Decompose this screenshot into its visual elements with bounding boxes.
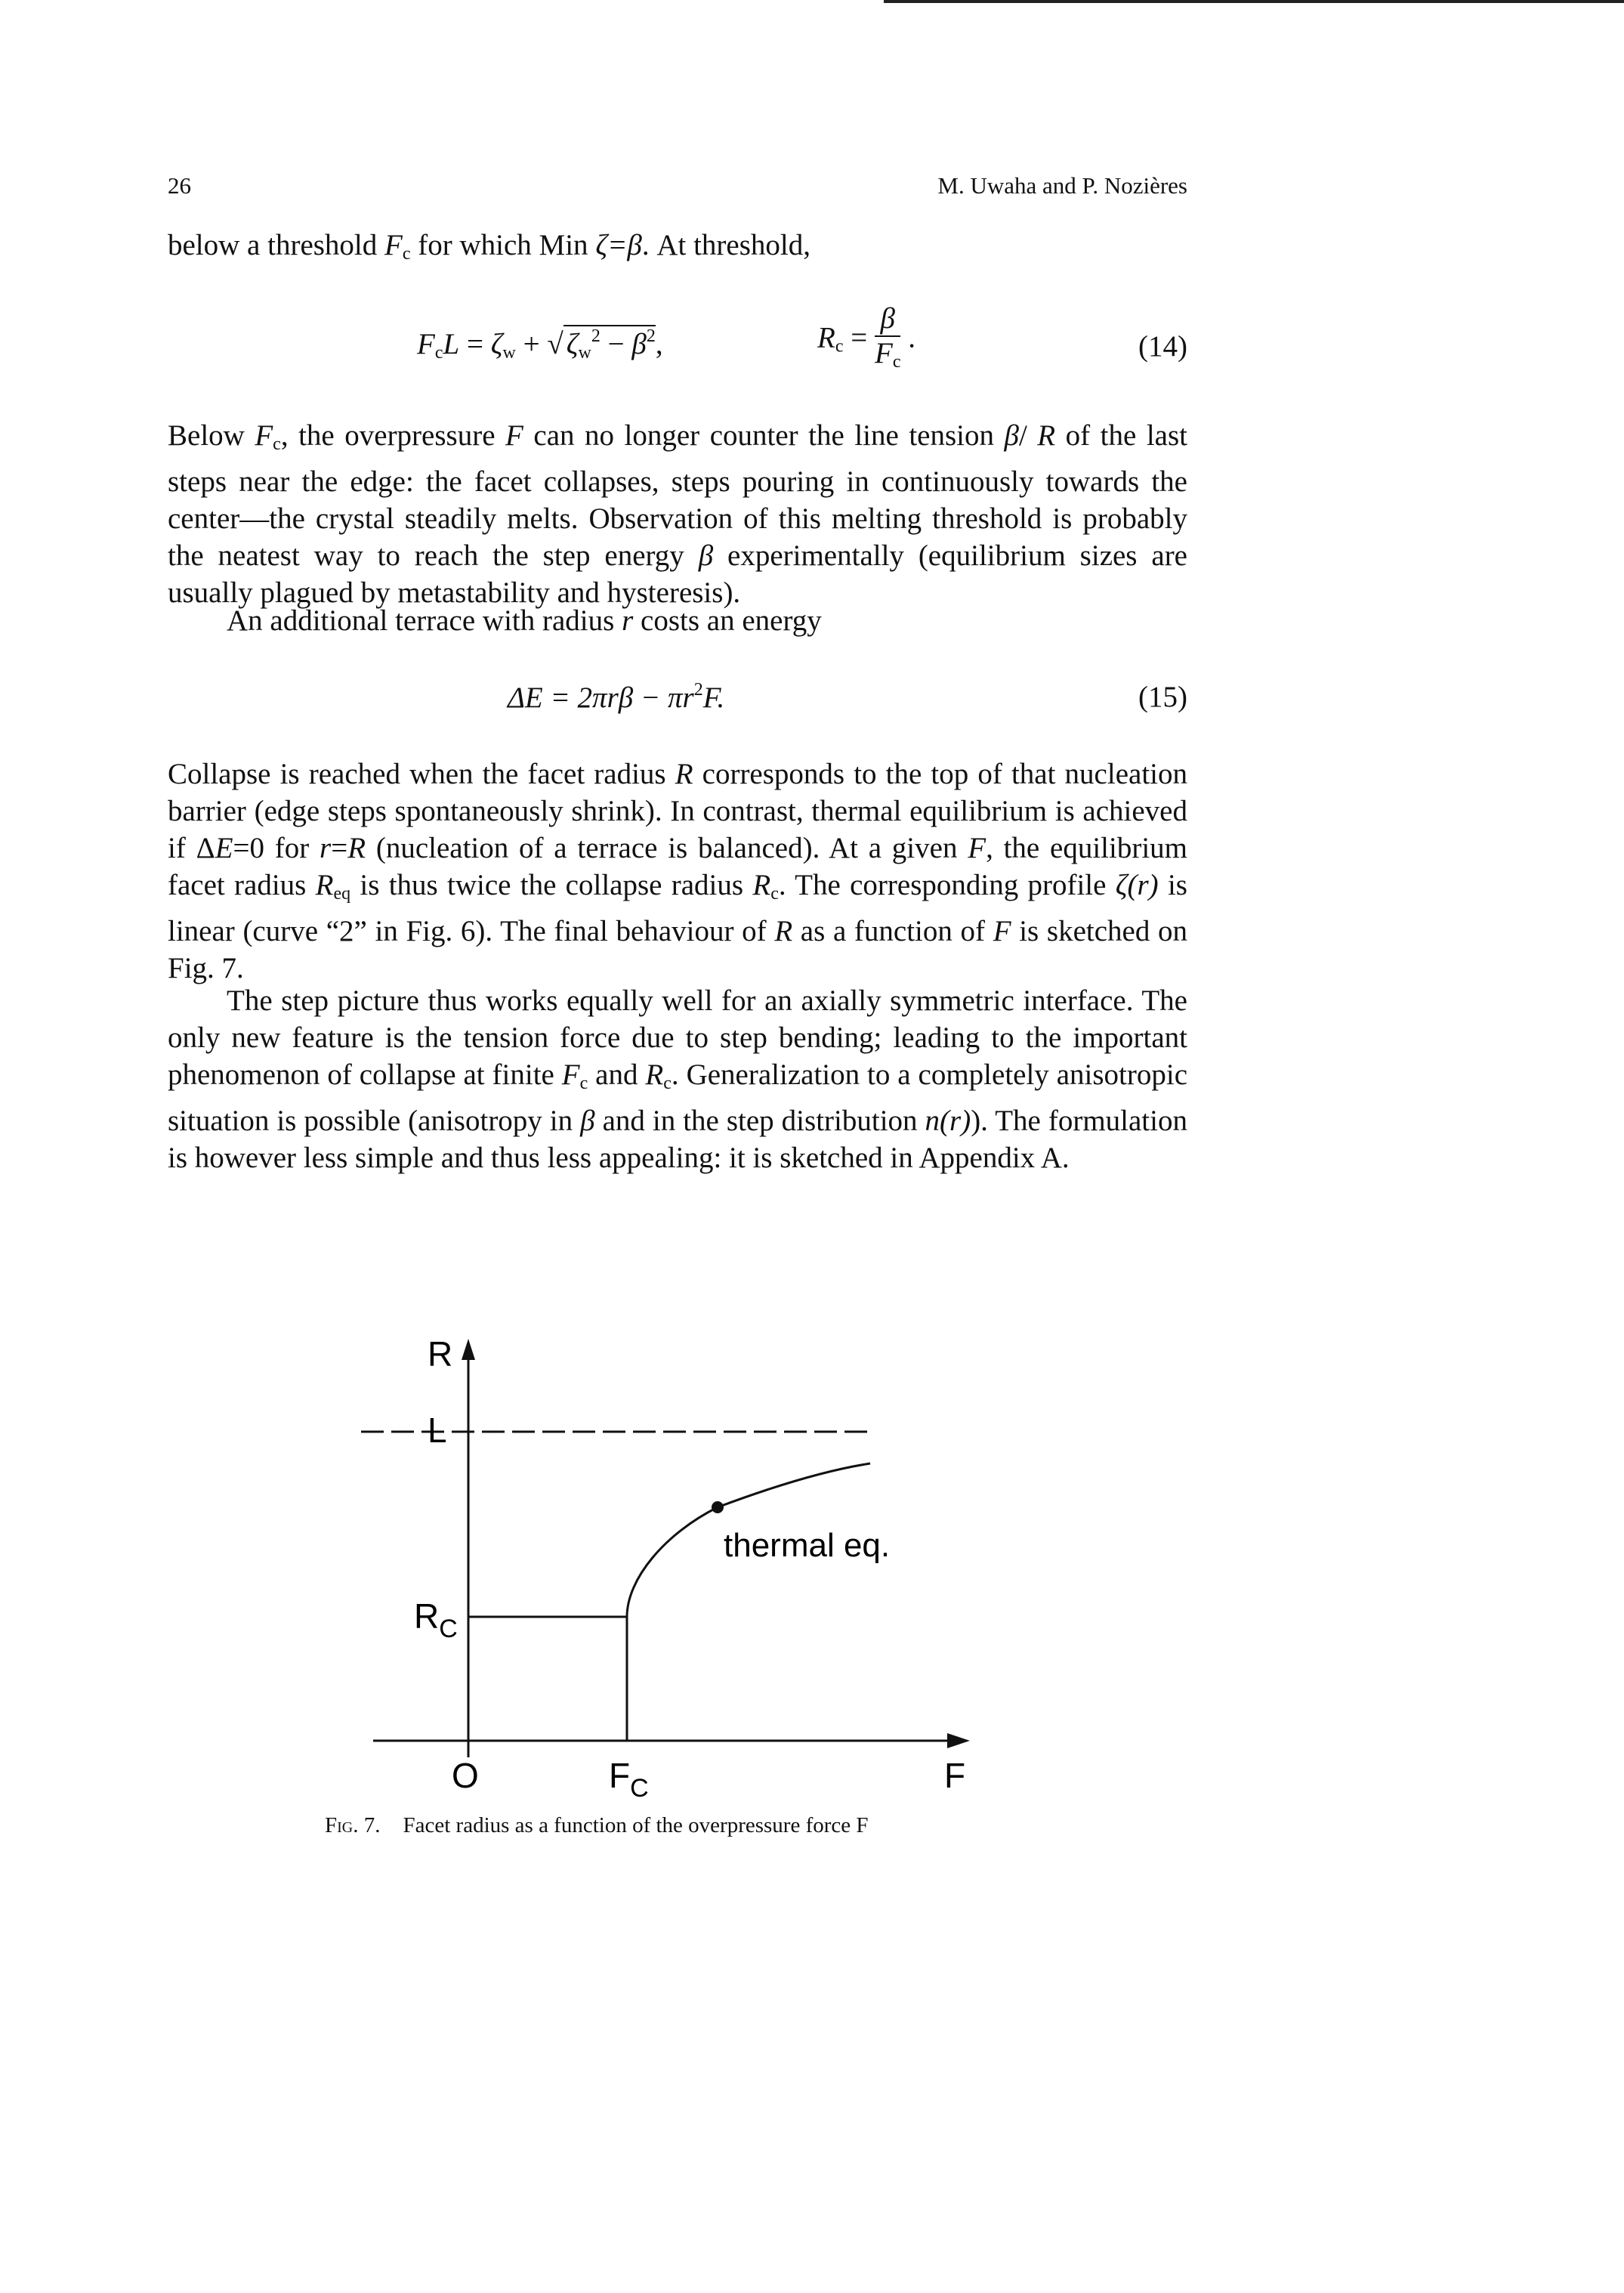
running-head-authors: M. Uwaha and P. Nozières — [937, 172, 1187, 199]
var: β — [880, 302, 895, 335]
var: R — [645, 1058, 664, 1091]
sqrt-sign: √ — [547, 328, 563, 360]
var: ζ=β — [595, 229, 642, 261]
sup: 2 — [646, 326, 656, 346]
var: r — [622, 604, 634, 637]
sup: 2 — [591, 326, 601, 346]
text: corresponds to the top of that nucleation barrier (edge steps spontaneously shrink). In contrast, thermal equilibrium is achieved if Δ — [168, 758, 1187, 864]
equation-number: (15) — [1138, 681, 1187, 713]
var: ΔE — [508, 681, 543, 714]
var: F — [505, 419, 523, 452]
text: of the last steps near the edge: the facet collapses, steps pouring in continuously towards the center—the crystal steadily melts. Observation of this melting threshold is probably the neatest way to reach the step energy — [168, 419, 1187, 572]
caption-label: Fig. 7. — [325, 1813, 381, 1837]
text: . The corresponding profile — [778, 869, 1116, 901]
x-axis-arrowhead — [947, 1733, 970, 1748]
origin-label: O — [452, 1756, 479, 1795]
var: R — [347, 832, 366, 864]
var: r — [320, 832, 332, 864]
sub: c — [770, 884, 779, 904]
var: ζ(r) — [1115, 869, 1159, 901]
thermal-eq-label: thermal eq. — [724, 1527, 891, 1564]
text: experimentally (equilibrium sizes are usually plagued by metastability and hysteresis). — [168, 539, 1187, 609]
x-axis-label: F — [944, 1756, 966, 1795]
label-main: R — [414, 1596, 440, 1636]
var: n(r) — [925, 1105, 971, 1137]
sub: c — [892, 352, 901, 372]
label-sub: C — [630, 1774, 649, 1803]
sub: c — [835, 336, 844, 357]
text: is thus twice the collapse radius — [350, 869, 753, 901]
var: F — [384, 229, 403, 261]
sub: c — [273, 434, 281, 454]
text: costs an energy — [633, 604, 822, 637]
sub: c — [402, 244, 411, 264]
sub: c — [663, 1074, 672, 1093]
y-axis-label: R — [428, 1334, 453, 1374]
sub: c — [434, 343, 443, 363]
var: E — [215, 832, 233, 864]
var: F — [255, 419, 273, 452]
label-main: F — [609, 1756, 631, 1795]
var: L — [443, 328, 460, 360]
curve-point — [712, 1501, 724, 1513]
Fc-tick-label — [609, 1756, 649, 1803]
var: R — [315, 869, 334, 901]
label-sub: C — [439, 1615, 458, 1643]
var: F — [968, 832, 986, 864]
text: (nucleation of a terrace is balanced). At a given — [366, 832, 968, 864]
var: F — [874, 337, 893, 369]
text: is linear (curve “2” in Fig. 6). The final behaviour of — [168, 869, 1187, 947]
text: and in the step distribution — [594, 1105, 925, 1137]
Rc-label — [414, 1596, 458, 1643]
var: β — [580, 1105, 595, 1137]
text: The step picture thus works equally well for an axially symmetric interface. The only new feature is the tension force due to step bending; leading to the important phenomenon of collapse at finite — [168, 984, 1187, 1091]
text: . Generalization to a completely anisotropic situation is possible (anisotropy in — [168, 1058, 1188, 1137]
text: can no longer counter the line tension — [523, 419, 1005, 452]
op: + — [515, 328, 548, 360]
text: and — [588, 1058, 646, 1091]
var: R — [675, 758, 693, 790]
sub: c — [579, 1074, 588, 1093]
text: =0 for — [233, 832, 320, 864]
page-number: 26 — [168, 172, 191, 199]
text: as a function of — [792, 915, 993, 947]
op: = — [459, 328, 491, 360]
text: , the equilibrium facet radius — [168, 832, 1187, 901]
var: = 2πrβ − πr — [542, 681, 694, 714]
var: R — [774, 915, 793, 947]
var: β — [1004, 419, 1019, 452]
text: for which Min — [410, 229, 596, 261]
text: = — [331, 832, 348, 864]
op: − — [600, 328, 632, 360]
text: below a threshold — [168, 229, 385, 261]
L-label: L — [428, 1411, 447, 1450]
var: F. — [702, 681, 725, 714]
text: , the overpressure — [280, 419, 506, 452]
y-axis-arrowhead — [462, 1339, 475, 1360]
op: . — [900, 321, 915, 354]
var: R — [752, 869, 771, 901]
text: ). The formulation is however less simple and thus less appealing: it is sketched in Appendix A. — [168, 1105, 1187, 1174]
caption-text: Facet radius as a function of the overpressure force F — [403, 1813, 869, 1837]
text: Below — [168, 419, 255, 452]
text: An additional terrace with radius — [227, 604, 622, 637]
sub: w — [502, 343, 516, 363]
figure-caption — [325, 1813, 1156, 1838]
var: ζ — [490, 328, 503, 360]
op: = — [843, 321, 875, 354]
text: . At threshold, — [641, 229, 810, 261]
var: F — [993, 915, 1011, 947]
var: β — [631, 328, 647, 360]
sub: eq — [333, 884, 351, 904]
sub: w — [578, 343, 591, 363]
var: F — [417, 328, 435, 360]
var: β — [698, 539, 714, 572]
var: R — [1037, 419, 1056, 452]
var: F — [561, 1058, 580, 1091]
op: , — [655, 328, 663, 360]
text: Collapse is reached when the facet radius — [168, 758, 675, 790]
text: is sketched on Fig. 7. — [168, 915, 1187, 984]
var: ζ — [566, 328, 579, 360]
thermal-eq-curve — [627, 1463, 870, 1741]
equation-number: (14) — [1138, 330, 1187, 363]
text: / — [1018, 419, 1038, 452]
sup: 2 — [693, 680, 703, 700]
var: R — [817, 321, 835, 354]
